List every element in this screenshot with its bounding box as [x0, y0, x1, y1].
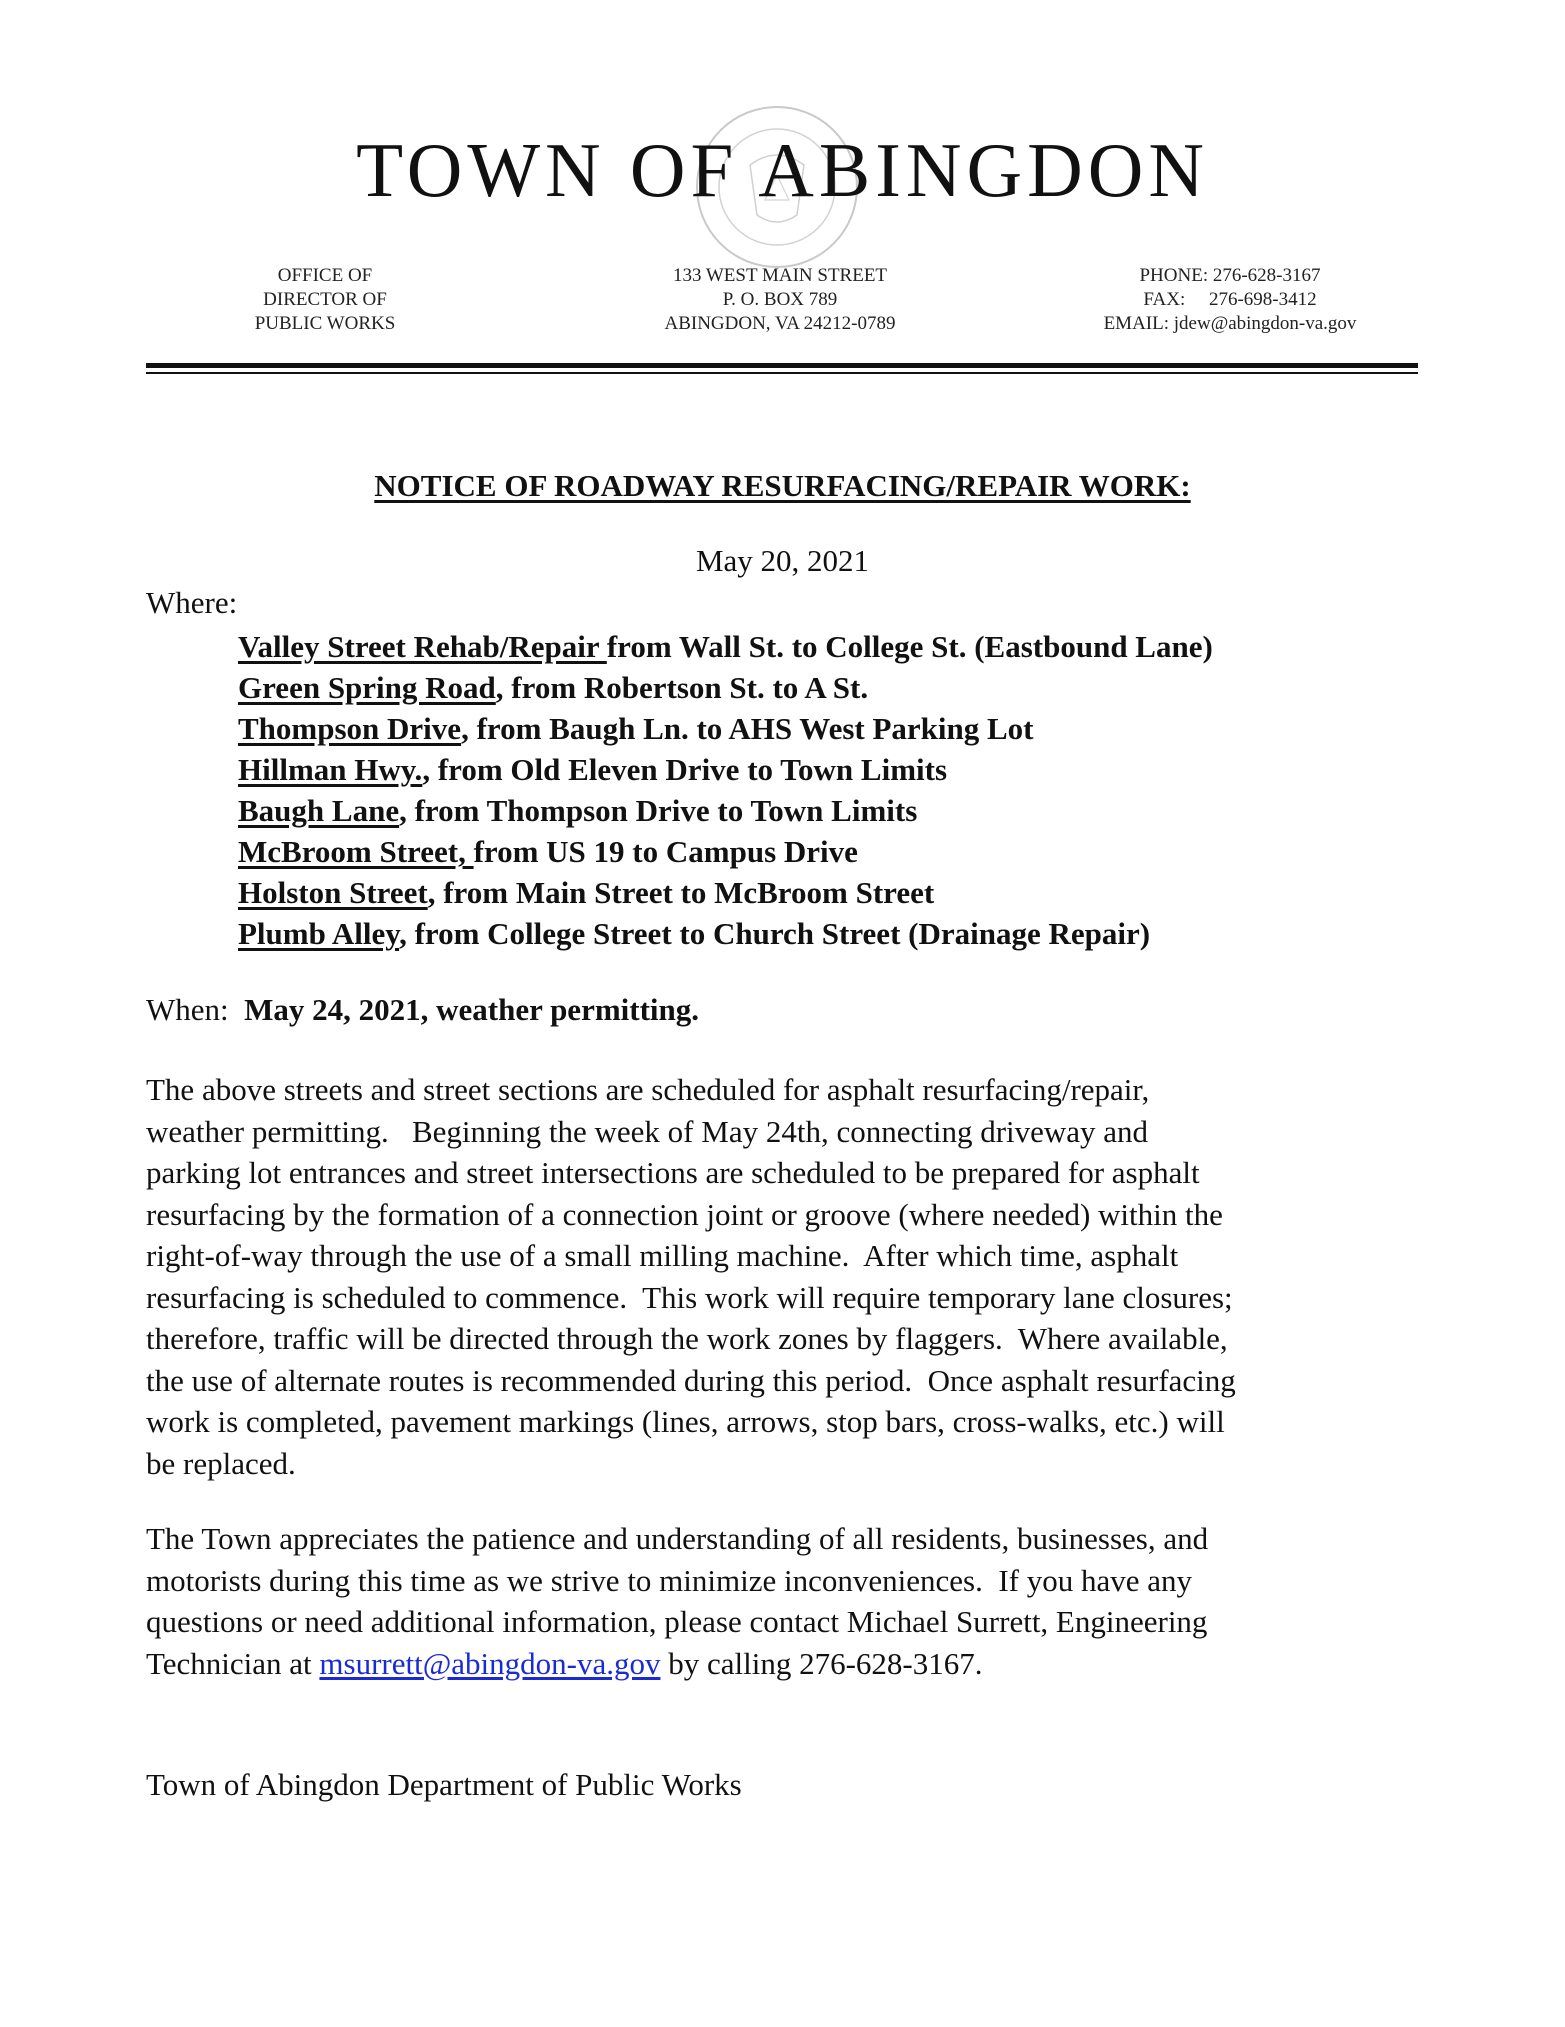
- paragraph-line: questions or need additional information, please contact Michael Surrett, Engineering: [146, 1604, 1208, 1639]
- phone-line: PHONE: 276-628-3167: [1139, 265, 1321, 286]
- paragraph-line: parking lot entrances and street intersections are scheduled to be prepared for asphalt: [146, 1155, 1200, 1190]
- office-block: [200, 264, 450, 336]
- paragraph-line: right-of-way through the use of a small milling machine. After which time, asphalt: [146, 1238, 1179, 1273]
- list-item: [238, 872, 1488, 913]
- paragraph-line: resurfacing by the formation of a connection joint or groove (where needed) within the: [146, 1196, 1223, 1232]
- address-block: [600, 264, 960, 336]
- street-name: Plumb Alley: [238, 916, 400, 951]
- contact-suffix: by calling 276-628-3167.: [660, 1645, 983, 1681]
- street-detail: from US 19 to Campus Drive: [473, 834, 858, 869]
- paragraph-line: the use of alternate routes is recommended during this period. Once asphalt resurfacing: [146, 1362, 1236, 1398]
- street-name: Hillman Hwy.: [238, 752, 423, 787]
- when-value: May 24, 2021, weather permitting.: [244, 992, 700, 1027]
- paragraph-line: therefore, traffic will be directed through the work zones by flaggers. Where available,: [146, 1321, 1228, 1356]
- header-divider-thin: [146, 372, 1418, 374]
- street-name: Thompson Drive: [238, 711, 462, 746]
- street-detail: , from Robertson St. to A St.: [495, 670, 869, 705]
- paragraph-line: weather permitting. Beginning the week of May 24th, connecting driveway and: [146, 1113, 1149, 1149]
- street-name: McBroom Street,: [238, 834, 474, 869]
- header-divider: [146, 363, 1418, 368]
- paragraph-line: [146, 1643, 1436, 1685]
- list-item: [238, 667, 1488, 708]
- fax-line: FAX: 276-698-3412: [1143, 289, 1317, 310]
- office-line: DIRECTOR OF: [263, 289, 387, 310]
- street-detail: , from Old Eleven Drive to Town Limits: [422, 752, 948, 787]
- street-detail: , from Baugh Ln. to AHS West Parking Lot: [461, 711, 1034, 746]
- street-detail: , from College Street to Church Street (Drainage Repair): [399, 916, 1151, 951]
- address-line: 133 WEST MAIN STREET: [672, 265, 888, 286]
- notice-date: May 20, 2021: [695, 543, 870, 578]
- list-item: [238, 831, 1488, 872]
- street-list: [238, 626, 1488, 954]
- paragraph-line: resurfacing is scheduled to commence. This work will require temporary lane closures;: [146, 1279, 1233, 1315]
- paragraph-line: work is completed, pavement markings (lines, arrows, stop bars, cross-walks, etc.) will: [146, 1404, 1225, 1439]
- paragraph-line: The Town appreciates the patience and understanding of all residents, businesses, and: [146, 1521, 1209, 1556]
- letterhead-title: TOWN OF ABINGDON: [356, 127, 1209, 213]
- list-item: [238, 749, 1488, 790]
- email-link[interactable]: msurrett@abingdon-va.gov: [319, 1645, 661, 1681]
- office-line: PUBLIC WORKS: [254, 313, 396, 334]
- signoff: Town of Abingdon Department of Public Works: [146, 1767, 742, 1802]
- paragraph-line: motorists during this time as we strive to minimize inconveniences. If you have any: [146, 1562, 1193, 1598]
- email-line: EMAIL: jdew@abingdon-va.gov: [1103, 313, 1357, 334]
- schedule-paragraph: [146, 1069, 1436, 1484]
- street-name: Baugh Lane: [238, 793, 400, 828]
- list-item: [238, 790, 1488, 831]
- paragraph-line: The above streets and street sections are scheduled for asphalt resurfacing/repair,: [146, 1072, 1150, 1107]
- address-line: ABINGDON, VA 24212-0789: [664, 313, 896, 334]
- address-line: P. O. BOX 789: [722, 289, 838, 310]
- street-detail: from Wall St. to College St. (Eastbound Lane): [606, 629, 1213, 664]
- contact-block: [1060, 264, 1400, 336]
- street-name: Green Spring Road: [238, 670, 496, 705]
- street-detail: , from Thompson Drive to Town Limits: [399, 793, 918, 828]
- street-detail: , from Main Street to McBroom Street: [427, 875, 935, 910]
- when-label: When:: [146, 992, 245, 1027]
- list-item: [238, 626, 1488, 667]
- contact-prefix: Technician at: [146, 1645, 320, 1681]
- contact-paragraph: [146, 1518, 1436, 1684]
- where-label: Where:: [146, 585, 238, 620]
- street-name: Holston Street: [238, 875, 428, 910]
- paragraph-line: be replaced.: [146, 1445, 296, 1481]
- notice-title: NOTICE OF ROADWAY RESURFACING/REPAIR WORK:: [374, 468, 1191, 503]
- when-line: [146, 992, 699, 1028]
- list-item: [238, 913, 1488, 954]
- street-name: Valley Street Rehab/Repair: [238, 629, 607, 664]
- list-item: [238, 708, 1488, 749]
- office-line: OFFICE OF: [277, 265, 373, 286]
